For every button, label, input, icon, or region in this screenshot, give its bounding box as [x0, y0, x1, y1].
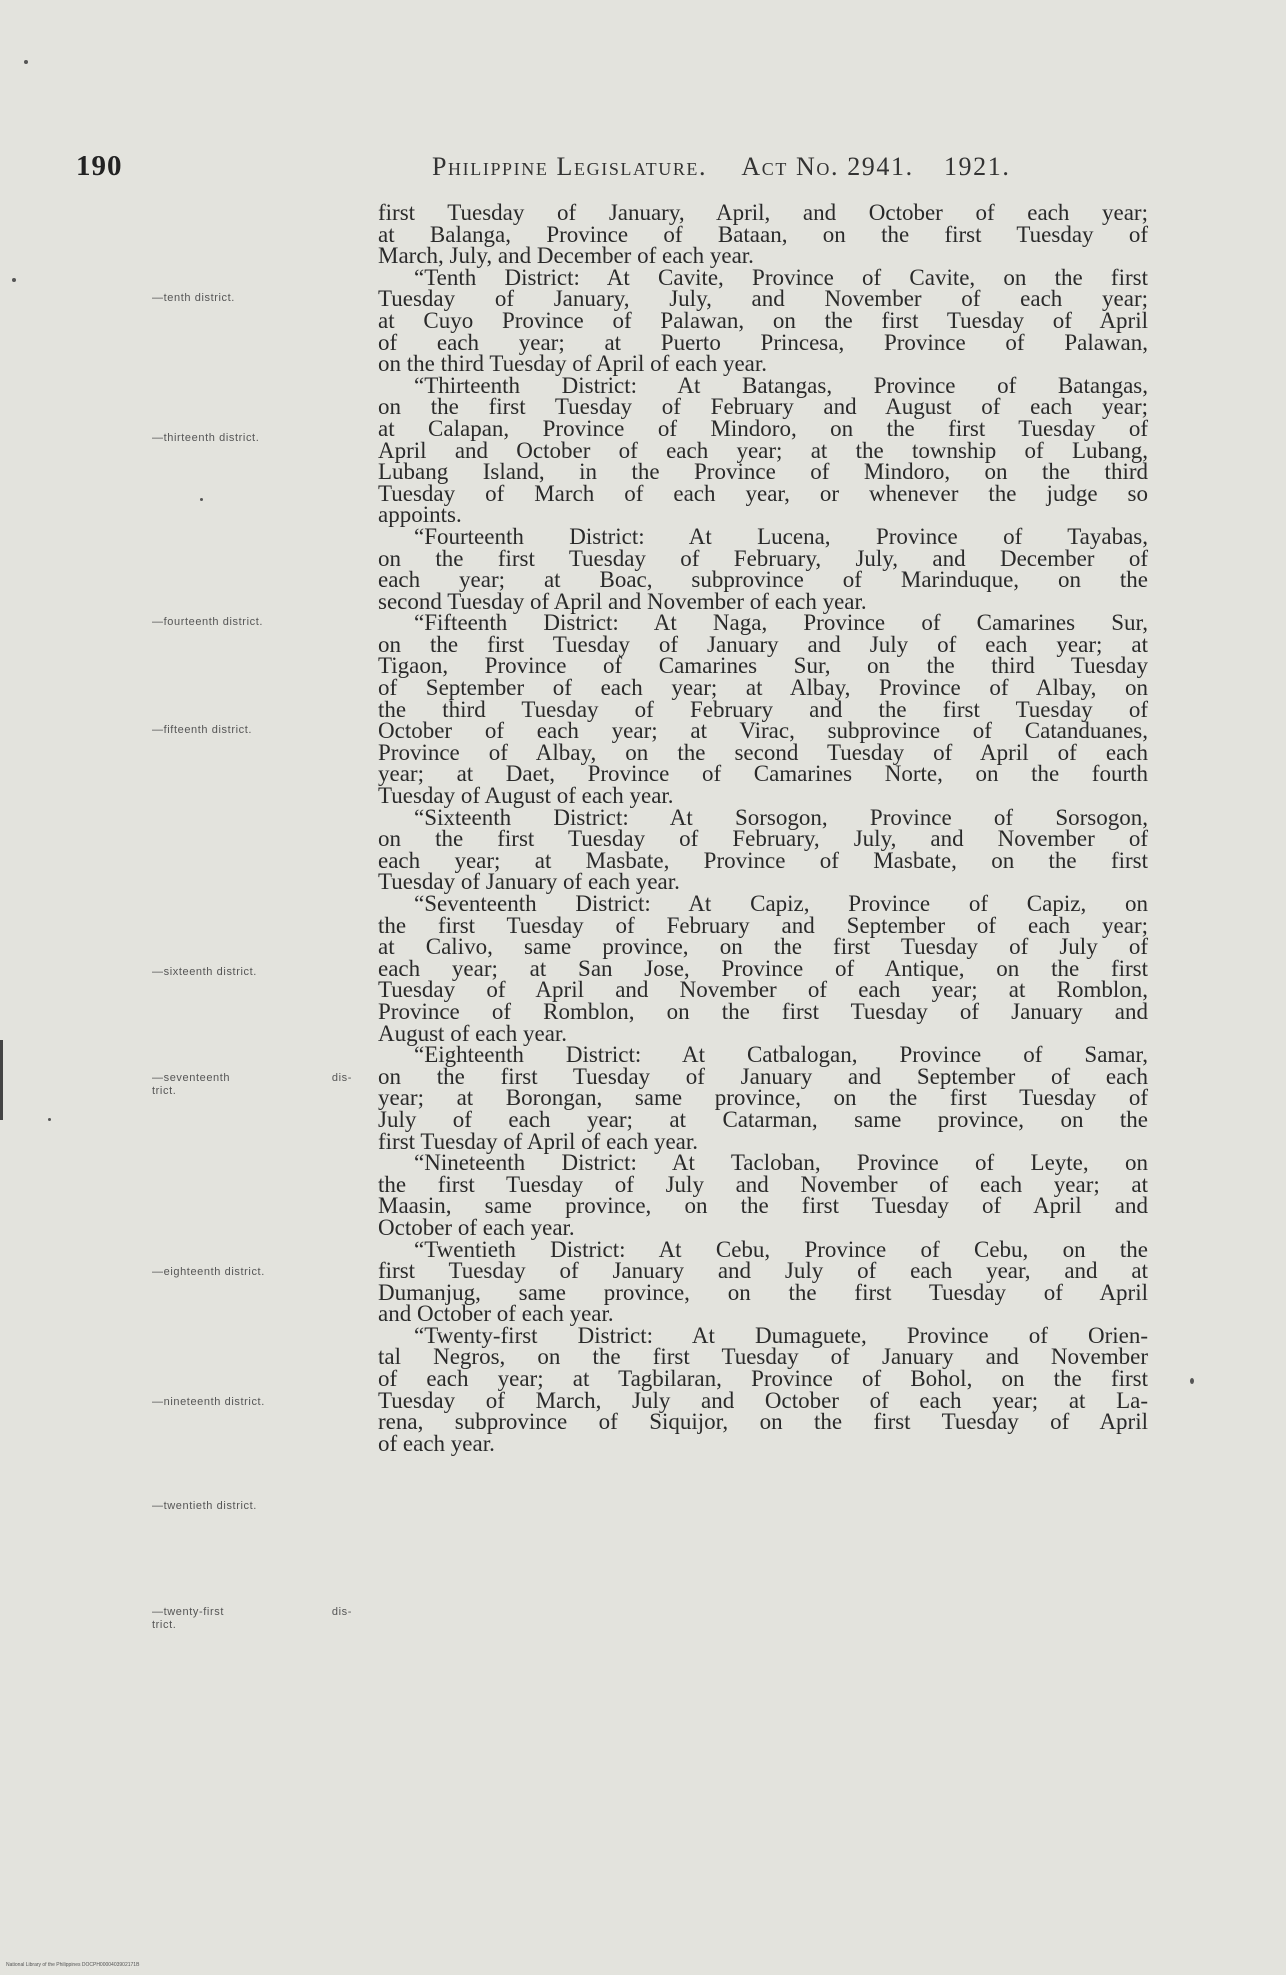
running-head-year: 1921. [943, 152, 1011, 181]
scan-footer-attribution: National Library of the Philippines DOCPH0000403902171B [6, 1962, 140, 1968]
text-line: appoints. [378, 502, 462, 528]
margin-note-tenth: —tenth district. [152, 292, 235, 304]
text-line: first Tuesday of April of each year. [378, 1128, 699, 1154]
text-line: on the first Tuesday of February and August of each year; [378, 394, 1148, 420]
text-line: “Eighteenth District: At Catbalogan, Province of Samar, [414, 1042, 1148, 1068]
text-line: year; at Borongan, same province, on the first Tuesday of [378, 1085, 1148, 1111]
margin-note-fifteenth: —fifteenth district. [152, 724, 253, 736]
margin-note-twentieth: —twentieth district. [152, 1500, 257, 1512]
text-line: “Thirteenth District: At Batangas, Province of Batangas, [414, 372, 1148, 398]
text-line: first Tuesday of January, April, and October of each year; [378, 200, 1148, 225]
text-line: each year; at San Jose, Province of Antique, on the first [378, 955, 1148, 981]
text-line: on the first Tuesday of February, July, and November of [378, 826, 1148, 852]
text-line: “Twentieth District: At Cebu, Province of Cebu, on the [414, 1236, 1148, 1262]
text-line: of September of each year; at Albay, Province of Albay, on [378, 675, 1148, 701]
text-line: tal Negros, on the first Tuesday of January and November [378, 1344, 1148, 1370]
text-line: October of each year; at Virac, subprovince of Catanduanes, [378, 718, 1148, 744]
margin-note-eighteenth: —eighteenth district. [152, 1266, 265, 1278]
text-line: April and October of each year; at the township of Lubang, [378, 437, 1148, 463]
text-line: the first Tuesday of July and November of each year; at [378, 1171, 1148, 1197]
text-line: the third Tuesday of February and the first Tuesday of [378, 696, 1148, 722]
text-line: of each year; at Tagbilaran, Province of Bohol, on the first [378, 1366, 1148, 1392]
margin-note-twenty-first-line1: —twenty-first dis- [152, 1606, 352, 1618]
text-line: July of each year; at Catarman, same province, on the [378, 1106, 1148, 1132]
text-line: Tuesday of January, July, and November of each year; [378, 286, 1148, 312]
text-line: at Balanga, Province of Bataan, on the first Tuesday of [378, 221, 1148, 247]
text-line: “Sixteenth District: At Sorsogon, Province of Sorsogon, [414, 804, 1148, 830]
margin-note-seventeenth [152, 1072, 364, 1098]
running-head [432, 152, 1010, 182]
text-line: of each year. [378, 1430, 495, 1456]
scan-speck [12, 278, 16, 282]
text-line: at Calivo, same province, on the first Tuesday of July of [378, 934, 1148, 960]
text-line: of each year; at Puerto Princesa, Province of Palawan, [378, 329, 1148, 355]
scan-speck [48, 1118, 51, 1121]
text-line: at Calapan, Province of Mindoro, on the first Tuesday of [378, 415, 1148, 441]
margin-note-twenty-first-line2: trict. [152, 1619, 177, 1631]
paragraph-nineteenth-district [378, 1152, 1148, 1238]
margin-note-seventeenth-line2: trict. [152, 1085, 177, 1097]
running-head-act: Act No. 2941. [741, 152, 914, 181]
scan-speck [1190, 1378, 1194, 1384]
text-line: year; at Daet, Province of Camarines Norte, on the fourth [378, 761, 1148, 787]
text-line: Tuesday of March of each year, or whenever the judge so [378, 480, 1148, 506]
text-line: Tigaon, Province of Camarines Sur, on the third Tuesday [378, 653, 1148, 679]
paragraph-fourteenth-district [378, 523, 1148, 614]
text-line: and October of each year. [378, 1301, 614, 1327]
text-line: first Tuesday of January and July of each year, and at [378, 1258, 1148, 1284]
text-line: Province of Albay, on the second Tuesday of April of each [378, 739, 1148, 765]
text-line: on the first Tuesday of January and September of each [378, 1063, 1148, 1089]
text-line: Maasin, same province, on the first Tuesday of April and [378, 1193, 1148, 1219]
scan-speck [24, 60, 28, 64]
text-line: “Fourteenth District: At Lucena, Province of Tayabas, [414, 523, 1148, 549]
paragraph-thirteenth-district [378, 372, 1148, 528]
text-line: Tuesday of January of each year. [378, 869, 680, 895]
paragraph-twenty-first-district [378, 1322, 1148, 1456]
text-line: each year; at Masbate, Province of Masbate, on the first [378, 847, 1148, 873]
text-line: “Fifteenth District: At Naga, Province of Camarines Sur, [414, 610, 1148, 636]
paragraph-sixteenth-district [378, 804, 1148, 895]
scan-edge-shadow [0, 1040, 3, 1120]
text-line: on the third Tuesday of April of each year. [378, 351, 768, 377]
scan-speck [200, 498, 203, 501]
text-line: the first Tuesday of February and September of each year; [378, 912, 1148, 938]
page-number: 190 [76, 150, 123, 182]
text-line: “Tenth District: At Cavite, Province of Cavite, on the first [414, 264, 1148, 290]
text-line: Tuesday of April and November of each year; at Romblon, [378, 977, 1148, 1003]
text-line: rena, subprovince of Siquijor, on the first Tuesday of April [378, 1409, 1148, 1435]
paragraph-fifteenth-district [378, 610, 1148, 809]
text-line: Lubang Island, in the Province of Mindoro, on the third [378, 459, 1148, 485]
text-line: Tuesday of August of each year. [378, 783, 674, 809]
text-line: “Twenty-first District: At Dumaguete, Province of Orien- [414, 1322, 1148, 1348]
margin-note-nineteenth: —nineteenth district. [152, 1396, 265, 1408]
paragraph-twentieth-district [378, 1236, 1148, 1327]
paragraph-bataan [378, 202, 1148, 267]
text-line: Dumanjug, same province, on the first Tuesday of April [378, 1279, 1148, 1305]
margin-note-thirteenth: —thirteenth district. [152, 432, 260, 444]
text-line: October of each year. [378, 1214, 575, 1240]
text-line: Province of Romblon, on the first Tuesday of January and [378, 998, 1148, 1024]
text-line: on the first Tuesday of February, July, and December of [378, 545, 1148, 571]
text-line: “Seventeenth District: At Capiz, Province of Capiz, on [414, 891, 1148, 916]
margin-note-seventeenth-line1: —seventeenth dis- [152, 1072, 352, 1084]
text-line: March, July, and December of each year. [378, 243, 754, 269]
paragraph-seventeenth-district [378, 893, 1148, 1044]
text-line: Tuesday of March, July and October of each year; at La- [378, 1387, 1148, 1413]
text-line: at Cuyo Province of Palawan, on the first Tuesday of April [378, 307, 1148, 333]
margin-note-twenty-first [152, 1606, 364, 1632]
paragraph-eighteenth-district [378, 1044, 1148, 1152]
margin-note-sixteenth: —sixteenth district. [152, 966, 257, 978]
margin-note-fourteenth: —fourteenth district. [152, 616, 264, 628]
text-line: “Nineteenth District: At Tacloban, Province of Leyte, on [414, 1150, 1148, 1176]
text-line: August of each year. [378, 1020, 568, 1046]
text-line: on the first Tuesday of January and July of each year; at [378, 631, 1148, 657]
paragraph-tenth-district [378, 264, 1148, 377]
body-text [378, 202, 1148, 1454]
text-line: second Tuesday of April and November of each year. [378, 588, 867, 614]
running-head-title: Philippine Legislature. [432, 152, 708, 181]
text-line: each year; at Boac, subprovince of Marinduque, on the [378, 567, 1148, 593]
